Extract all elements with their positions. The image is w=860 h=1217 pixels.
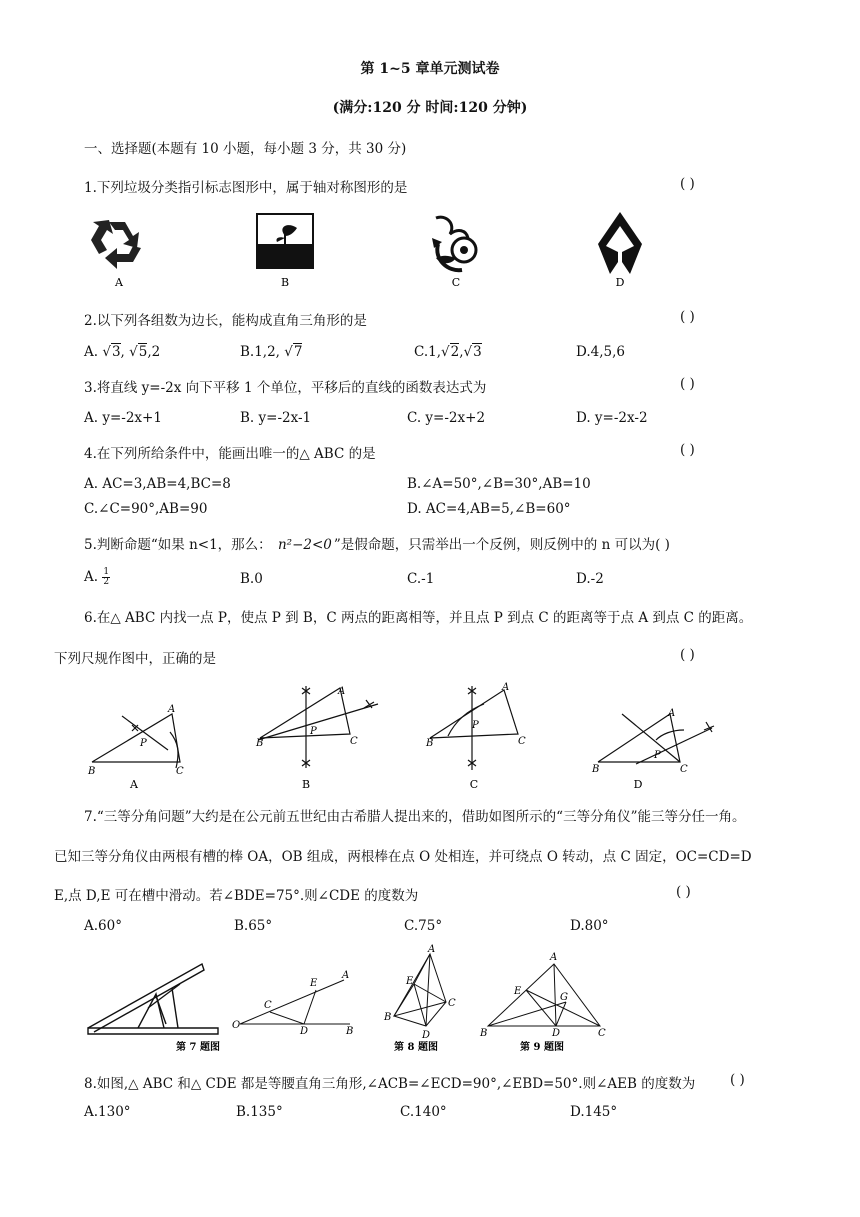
answer-paren: ( ) [680,647,695,663]
question-8-stem: 8.如图,△ ABC 和△ CDE 都是等腰直角三角形,∠ACB=∠ECD=90°,∠EBD=50°.则∠AEB 的度数为 [84,1076,696,1092]
diamond-ornament-icon [598,212,642,274]
option-b: B.∠A=50°,∠B=30°,AB=10 [407,476,591,492]
option-a: A.130° [84,1104,131,1120]
fish-ornament-icon [432,217,476,270]
figure-label: C [451,276,461,289]
question-6-line-2: 下列尺规作图中，正确的是 [54,651,216,667]
svg-text:C: C [350,736,358,747]
question-6-line-1: 6.在△ ABC 内找一点 P，使点 P 到 B，C 两点的距离相等，并且点 P 到点 C 的距离等于点 A 到点 C 的距离。 [84,610,753,626]
option-c: C.140° [400,1104,447,1120]
svg-text:E: E [406,976,414,987]
option-d: D.145° [570,1104,618,1120]
svg-text:C: C [176,766,184,777]
figure-label: B [280,276,290,289]
svg-text:B: B [426,738,434,749]
figure-label: A [130,778,138,791]
option-d: D. y=-2x-2 [576,410,648,426]
svg-text:G: G [560,992,568,1003]
option-a: A. √3, √5,2 [84,344,161,360]
construction-figure-b [258,686,378,768]
svg-text:D: D [552,1028,561,1039]
option-d: D.80° [570,918,609,934]
option-c: C.75° [404,918,443,934]
svg-text:B: B [88,766,96,777]
svg-text:A: A [168,704,176,715]
trisector-device-figure [88,964,218,1034]
svg-text:D: D [300,1026,309,1037]
svg-text:A: A [428,944,436,955]
option-a: A.60° [84,918,122,934]
svg-text:C: C [264,1000,272,1011]
svg-text:A: A [342,970,350,981]
figure-caption: 第 9 题图 [520,1042,564,1053]
svg-text:B: B [480,1028,488,1039]
answer-paren: ( ) [680,176,695,192]
svg-text:A: A [502,682,510,693]
figure-label: C [469,778,479,791]
svg-text:C: C [680,764,688,775]
svg-text:E: E [310,978,318,989]
svg-text:P: P [140,738,147,749]
svg-text:C: C [448,998,456,1009]
q6-figure-row [80,680,730,792]
option-c: C.∠C=90°,AB=90 [84,501,208,517]
option-d: D.4,5,6 [576,344,625,360]
option-c: C.-1 [407,571,435,587]
fig8-geometry [394,954,446,1026]
question-7-line-1: 7.“三等分角问题”大约是在公元前五世纪由古希腊人提出来的，借助如图所示的“三等分角仪”能三等分任一角。 [84,809,746,825]
construction-figure-a [92,714,180,768]
figure-caption: 第 7 题图 [176,1042,220,1053]
answer-paren: ( ) [730,1072,745,1088]
svg-text:O: O [232,1020,241,1031]
option-c: C.1,√2,√3 [414,344,482,360]
fig7-geometry [240,980,350,1024]
option-a: A. y=-2x+1 [84,410,162,426]
plant-box-icon [257,214,313,268]
svg-text:A: A [550,952,558,963]
option-b: B.0 [240,571,263,587]
fig9-geometry [488,964,600,1026]
option-d: D.-2 [576,571,604,587]
q1-figure-row [84,208,684,290]
question-3-stem: 3.将直线 y=-2x 向下平移 1 个单位，平移后的直线的函数表达式为 [84,380,487,396]
answer-paren: ( ) [676,884,691,900]
figure-label: D [615,276,625,289]
figure-label: D [633,778,643,791]
svg-text:B: B [256,738,264,749]
question-2-stem: 2.以下列各组数为边长，能构成直角三角形的是 [84,313,367,329]
svg-text:P: P [310,726,317,737]
svg-text:D: D [422,1030,431,1041]
svg-text:B: B [384,1012,392,1023]
option-a: A. $\frac{1}{2}$ [84,567,110,587]
page-subtitle: (满分:120 分 时间:120 分钟) [332,100,528,116]
svg-text:P: P [472,720,479,731]
figure-label: A [115,276,123,289]
svg-text:C: C [598,1028,606,1039]
page-title: 第 1~5 章单元测试卷 [360,61,500,77]
option-c: C. y=-2x+2 [407,410,486,426]
question-7-line-2: 已知三等分角仪由两根有槽的棒 OA，OB 组成，两根棒在点 O 处相连，并可绕点 O 转动，点 C 固定，OC=CD=D [54,849,752,865]
question-4-stem: 4.在下列所给条件中，能画出唯一的△ ABC 的是 [84,446,376,462]
recycle-icon [91,220,141,269]
answer-paren: ( ) [680,376,695,392]
option-b: B.135° [236,1104,283,1120]
q7-q9-figure-row [84,944,624,1056]
svg-text:B: B [346,1026,354,1037]
option-b: B.65° [234,918,273,934]
figure-label: B [301,778,311,791]
svg-text:A: A [668,708,676,719]
svg-text:C: C [518,736,526,747]
svg-text:A: A [338,686,346,697]
svg-text:E: E [514,986,522,997]
option-d: D. AC=4,AB=5,∠B=60° [407,501,571,517]
figure-caption: 第 8 题图 [394,1042,438,1053]
answer-paren: ( ) [680,309,695,325]
option-b: B. y=-2x-1 [240,410,312,426]
svg-text:P: P [654,750,661,761]
option-a: A. AC=3,AB=4,BC=8 [84,476,231,492]
question-1-stem: 1.下列垃圾分类指引标志图形中，属于轴对称图形的是 [84,180,408,196]
option-b: B.1,2, √7 [240,344,303,360]
question-5-stem: 5.判断命题“如果 n<1，那么： n²−2<0 ”是假命题，只需举出一个反例，则反例中的 n 可以为( ) [84,537,670,553]
svg-text:B: B [592,764,600,775]
question-7-line-3: E,点 D,E 可在槽中滑动。若∠BDE=75°.则∠CDE 的度数为 [54,888,419,904]
answer-paren: ( ) [680,442,695,458]
section-heading: 一、选择题(本题有 10 小题，每小题 3 分，共 30 分) [84,141,407,157]
